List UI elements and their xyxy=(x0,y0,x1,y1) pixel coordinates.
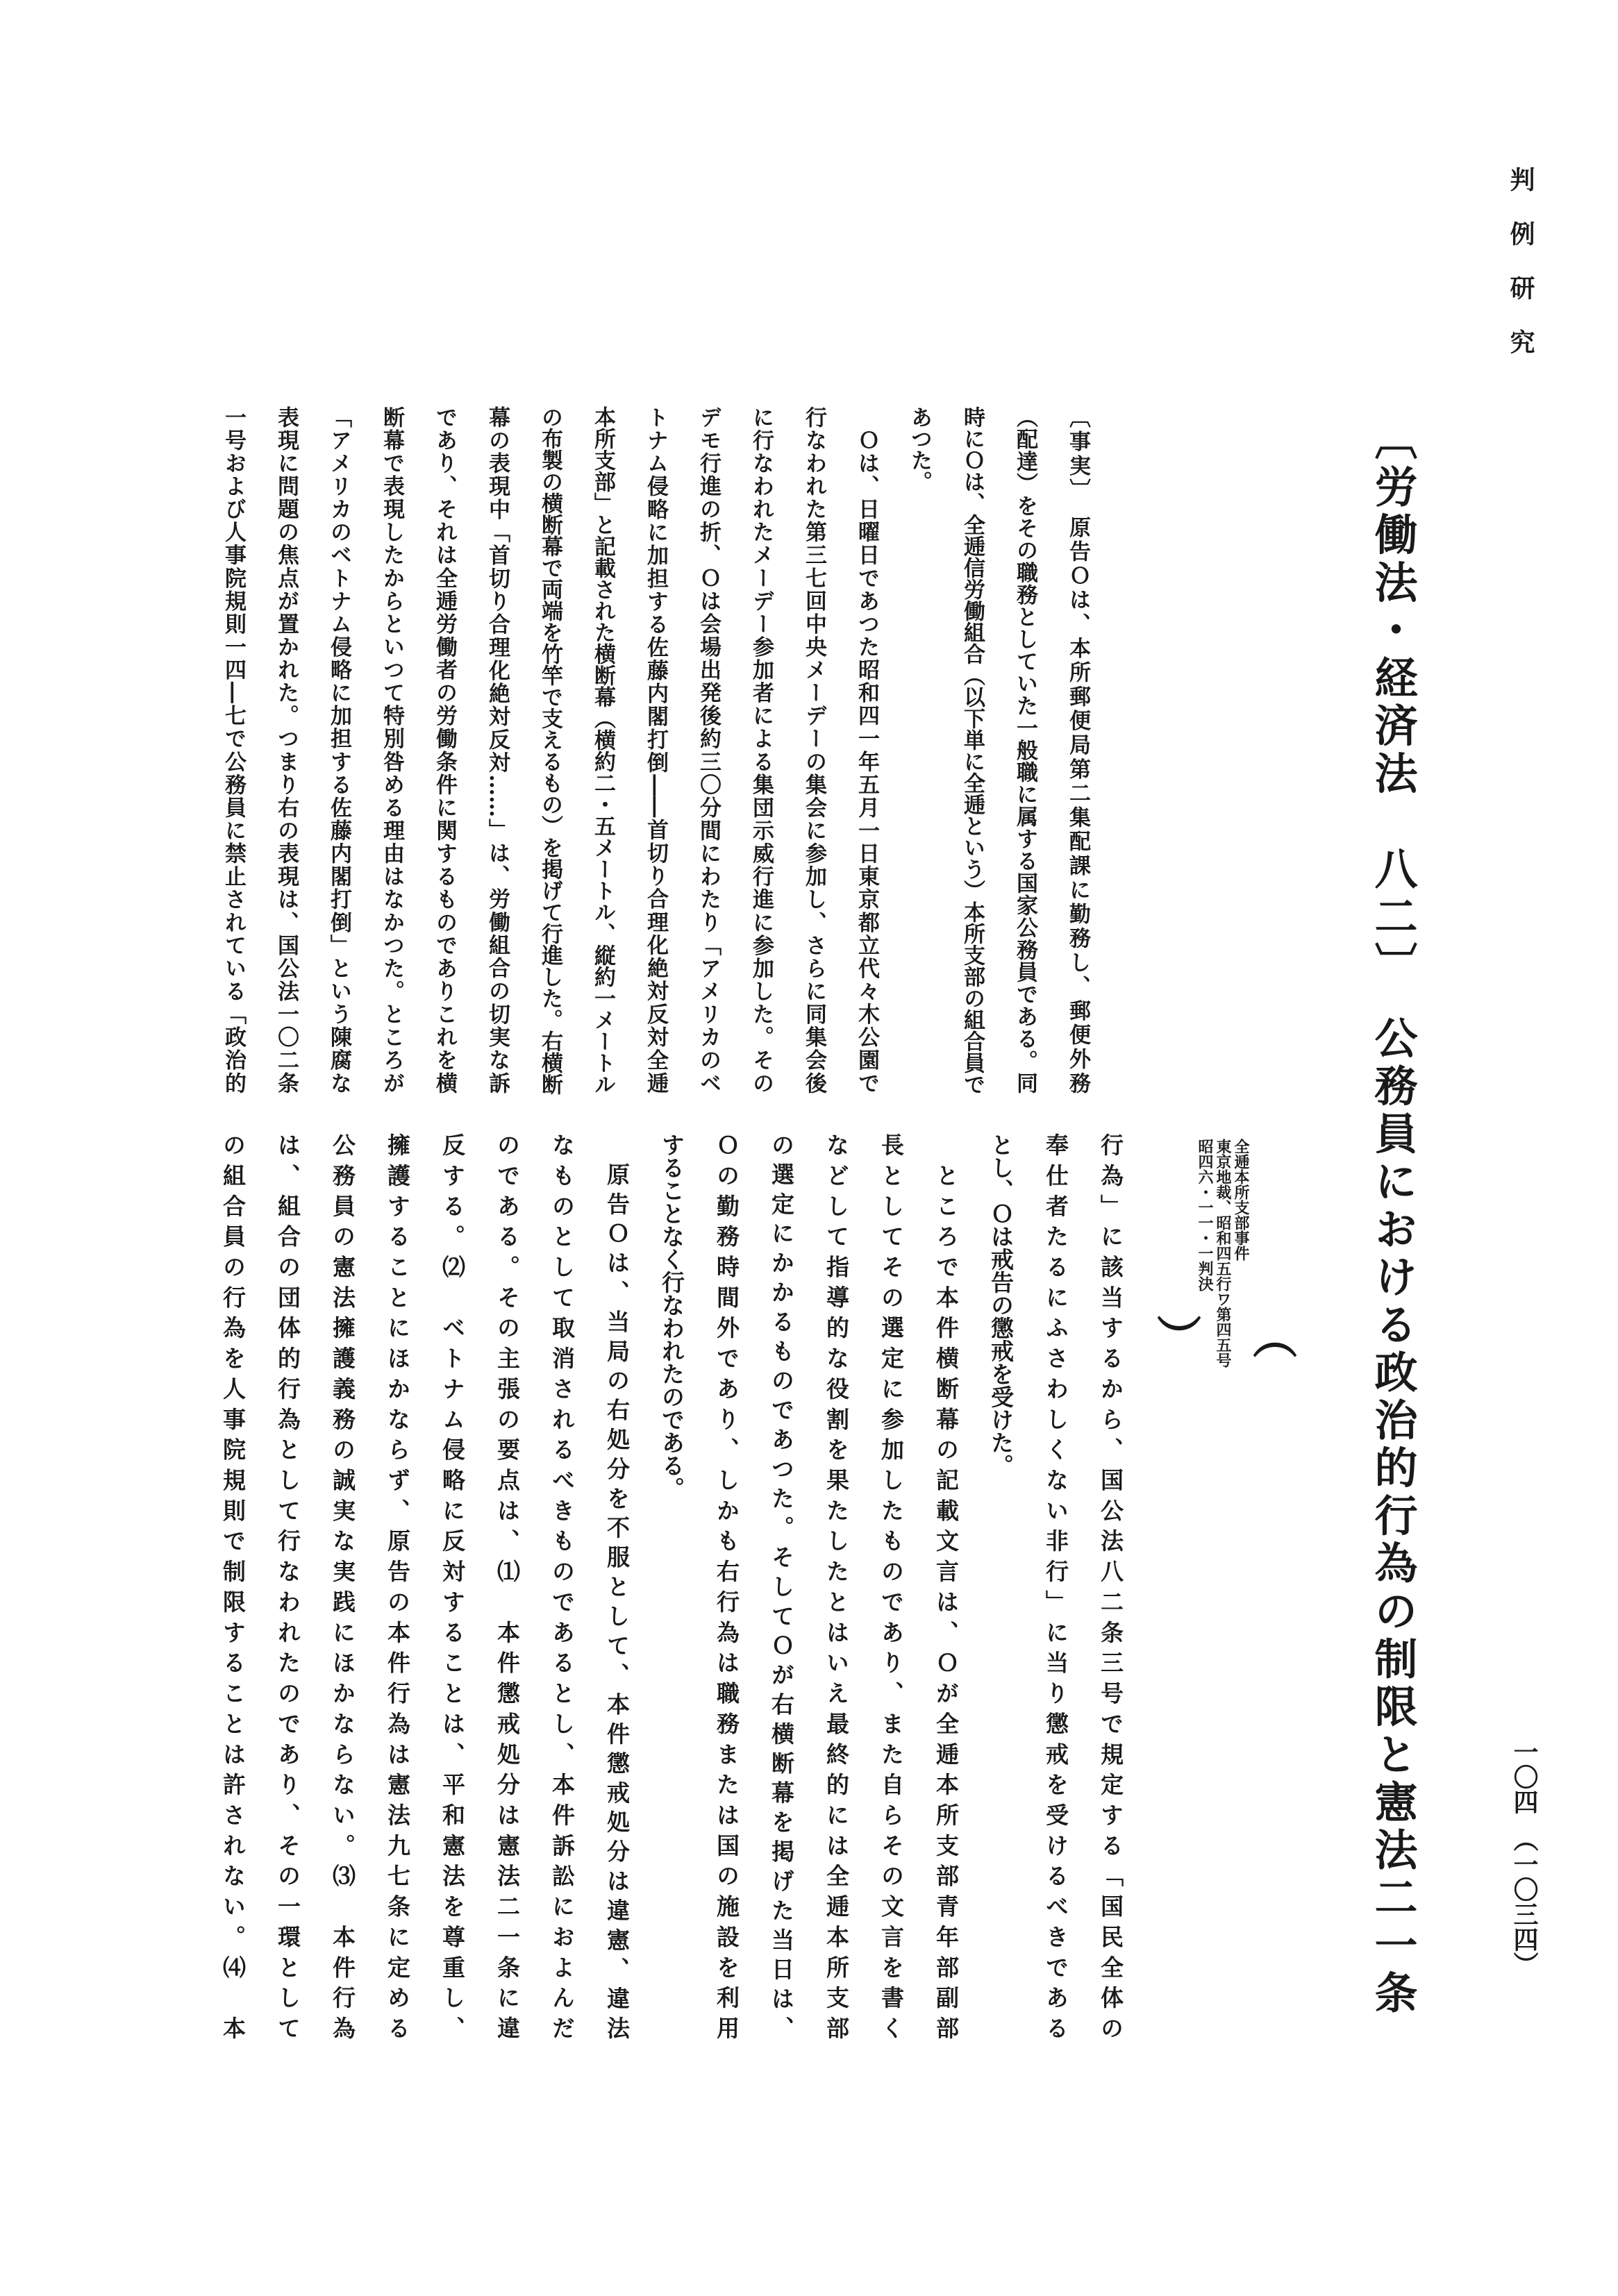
text-line: の布製の横断幕で両端を竹竿で支えるもの）を掲げて行進した。右横断 xyxy=(537,406,562,1095)
text-line: 「アメリカのベトナム侵略に加担する佐藤内閣打倒」という陳腐な xyxy=(326,406,351,1093)
text-line: などして指導的な役割を果たしたとはいえ最終的には全逓本所支部 xyxy=(823,1133,850,2039)
case-reference-lines xyxy=(1196,1139,1250,1534)
lower-body-text xyxy=(206,1133,1138,2039)
running-header: 判例研究 xyxy=(1506,167,1535,383)
text-line: 擁護することにほかならず、原告の本件行為は憲法九七条に定める xyxy=(384,1133,411,2039)
text-line: Ｏは、日曜日であつた昭和四一年五月一日東京都立代々木公園で xyxy=(854,406,879,1093)
case-reference xyxy=(1149,1139,1297,1534)
text-line: 幕の表現中「首切り合理化絶対反対……」は、労働組合の切実な訴 xyxy=(485,406,510,1093)
text-line: 表現に問題の焦点が置かれた。つまり右の表現は、国公法一〇二条 xyxy=(274,406,299,1094)
text-line: 奉仕者たるにふさわしくない非行」に当り懲戒を受けるべきである xyxy=(1042,1133,1069,2039)
text-line: 行なわれた第三七回中央メーデーの集会に参加し、さらに同集会後 xyxy=(801,406,826,1094)
text-line: の選定にかかるものであつた。そしてＯが右横断幕を掲げた当日は、 xyxy=(768,1133,795,2040)
text-line: 断幕で表現したからといつて特別咎める理由はなかつた。ところが xyxy=(379,406,404,1094)
text-line: 一号および人事院規則一四―七で公務員に禁止されている「政治的 xyxy=(221,406,246,1093)
text-line: することなく行なわれたのである。 xyxy=(658,1133,685,1500)
text-line: （配達）をその職務としていた一般職に属する国家公務員である。同 xyxy=(1012,406,1037,1094)
page-number: 一〇四 （一〇三四） xyxy=(1510,1739,1539,1977)
text-line: ところで本件横断幕の記載文言は、Ｏが全逓本所支部青年部副部 xyxy=(933,1133,960,2039)
upper-body-text xyxy=(207,406,1104,1093)
text-line: とし、Ｏは戒告の懲戒を受けた。 xyxy=(987,1133,1015,1477)
text-line: 行為」に該当するから、国公法八二条三号で規定する「国民全体の xyxy=(1097,1133,1124,2039)
text-line: 長としてその選定に参加したものであり、また自らその文言を書く xyxy=(878,1133,905,2039)
text-line: トナム侵略に加担する佐藤内閣打倒――首切り合理化絶対反対全逓 xyxy=(643,406,668,1093)
text-line: なものとして取消されるべきものであるとし、本件訴訟におよんだ xyxy=(549,1133,576,2039)
text-line: あつた。 xyxy=(907,406,932,492)
text-line: デモ行進の折、Ｏは会場出発後約三〇分間にわたり「アメリカのベ xyxy=(696,406,721,1094)
article-title-text: 〔労働法・経済法 八二〕 公務員における政治的行為の制限と憲法二一条 xyxy=(1367,417,1418,2013)
text-line: の組合員の行為を人事院規則で制限することは許されない。⑷ 本 xyxy=(219,1133,247,2039)
text-line: 〔事実〕 原告Ｏは、本所郵便局第二集配課に勤務し、郵便外務 xyxy=(1065,406,1090,1093)
case-reference-close-paren: ） xyxy=(1149,1314,1201,1359)
text-line: に行なわれたメーデー参加者による集団示威行進に参加した。その xyxy=(749,406,774,1093)
case-reference-line: 昭四六・一一・一判決 xyxy=(1196,1139,1214,1291)
article-title xyxy=(1362,417,1422,2013)
text-line: は、組合の団体的行為として行なわれたのであり、その一環として xyxy=(274,1133,301,2039)
text-line: 本所支部」と記載された横断幕（横約二・五メートル、縦約一メートル xyxy=(590,406,615,1095)
text-line: のである。その主張の要点は、⑴ 本件懲戒処分は憲法二一条に違 xyxy=(494,1133,521,2039)
text-line: であり、それは全逓労働者の労働条件に関するものでありこれを横 xyxy=(432,406,457,1094)
text-line: Ｏの勤務時間外であり、しかも右行為は職務または国の施設を利用 xyxy=(713,1133,740,2039)
text-line: 原告Ｏは、当局の右処分を不服として、本件懲戒処分は違憲、違法 xyxy=(603,1133,631,2039)
text-line: 反する。⑵ ベトナム侵略に反対することは、平和憲法を尊重し、 xyxy=(439,1133,466,2039)
text-line: 公務員の憲法擁護義務の誠実な実践にほかならない。⑶ 本件行為 xyxy=(329,1133,356,2039)
case-reference-line: 全逓本所支部事件 xyxy=(1232,1139,1250,1261)
case-reference-open-paren: （ xyxy=(1245,1314,1297,1359)
text-line: 時にＯは、全逓信労働組合（以下単に全逓という）本所支部の組合員で xyxy=(960,406,985,1095)
case-reference-line: 東京地裁、昭和四五行ワ第四五号 xyxy=(1214,1139,1232,1368)
